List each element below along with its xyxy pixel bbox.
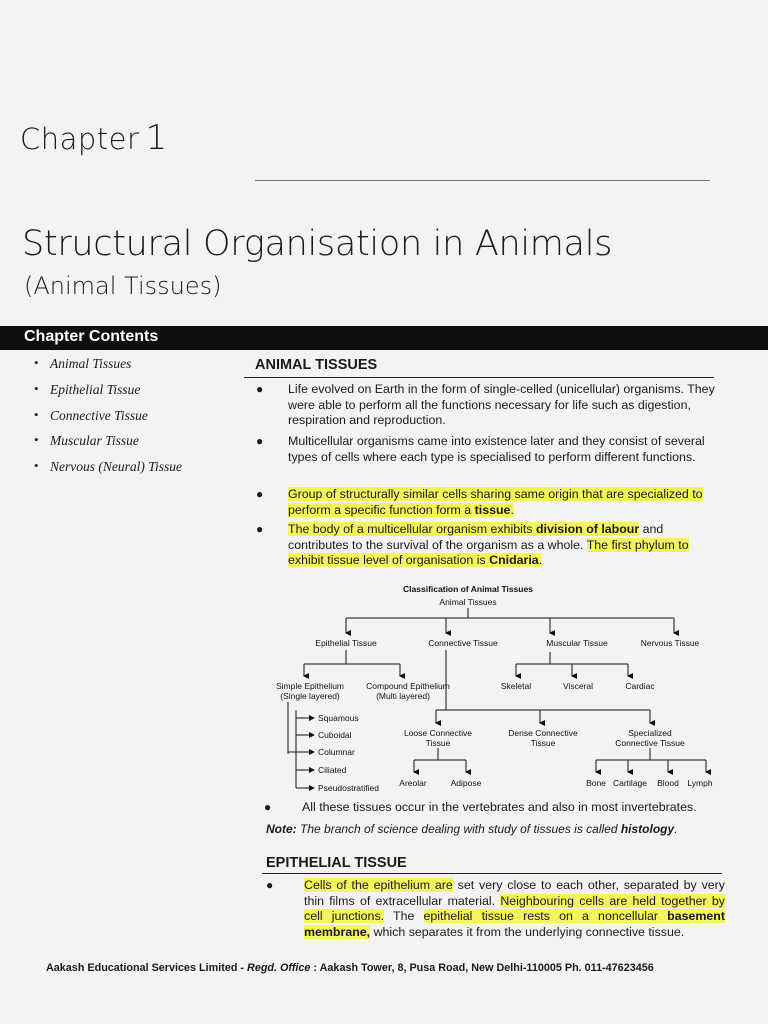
chapter-contents-bar [0,326,768,350]
bullet-text: All these tissues occur in the vertebrates and also in most invertebrates. [302,800,697,814]
node-loose-connective: Loose Connective [403,728,473,738]
node-compound-epithelium-note: (Multi layered) [376,691,430,701]
node-adipose: Adipose [450,778,482,788]
bullet-icon: ● [256,487,264,501]
bullet-text: Group of structurally similar cells sharing same origin that are specialized to perform a specific function form a [288,487,703,517]
highlighted-text: Cells of the epithelium are [304,878,453,892]
bullet-paragraph [256,382,720,429]
footer-regd-label: Regd. Office [247,962,311,974]
section-rule [262,873,722,874]
bullet-icon: ● [256,522,264,536]
bold-term: division of labour [535,522,640,536]
classification-diagram [258,580,720,798]
bullet-text: . [538,553,543,567]
node-nervous: Nervous Tissue [640,638,700,648]
chapter-label [20,118,168,158]
bullet-text: set very close to each other, separated by very thin films of extracellular material. [304,878,725,908]
node-bone: Bone [586,778,606,788]
node-specialized: Specialized [628,728,672,738]
node-skeletal: Skeletal [500,681,532,691]
bullet-icon: ● [256,382,264,396]
bullet-icon: ● [256,434,264,448]
diagram-root-label: Animal Tissues [439,597,497,607]
node-simple-epithelium: Simple Epithelium [275,681,345,691]
bullet-text: and contributes to the survival of the organism as a whole. [288,522,664,552]
diagram-title: Classification of Animal Tissues [403,584,533,594]
node-dense-connective-tissue: Tissue [530,738,556,748]
section-heading-animal-tissues: ANIMAL TISSUES [255,357,378,373]
node-squamous: Squamous [318,713,359,723]
bullet-text: . [510,502,514,517]
header-rule [255,180,710,181]
bold-term: Cnidaria [489,553,539,567]
bullet-text: Multicellular organisms came into existence later and they consist of several types of cells where each type is specialised to perform different functions. [288,434,705,464]
node-cuboidal: Cuboidal [318,730,352,740]
chapter-number: 1 [145,118,168,158]
highlighted-text [288,522,639,536]
section-rule [244,377,714,378]
chapter-contents-label: Chapter Contents [24,328,159,345]
contents-list [34,356,182,485]
node-compound-epithelium: Compound Epithelium [366,681,450,691]
node-connective: Connective Tissue [428,638,498,648]
bullet-text: The first phylum to exhibit tissue level of organisation is [288,537,689,567]
contents-item: • Animal Tissues [34,356,182,382]
node-simple-epithelium-note: (Single layered) [280,691,340,701]
bullet-text: Life evolved on Earth in the form of single-celled (unicellular) organisms. They were able to perform all the functions necessary for life such as digestion, respiration and reproduction. [288,382,715,427]
contents-item: • Nervous (Neural) Tissue [34,459,182,485]
bullet-text: which separates it from the underlying connective tissue. [370,924,685,939]
bullet-text: The [384,909,424,923]
chapter-word: Chapter [20,122,140,156]
footer-company: Aakash Educational Services Limited [46,962,238,974]
node-cartilage: Cartilage [612,778,648,788]
bullet-icon: ● [266,878,274,892]
page-subtitle: (Animal Tissues) [24,272,222,300]
bullet-paragraph [256,522,720,569]
bullet-paragraph [256,487,720,518]
footer-separator: - [237,962,248,974]
node-pseudostratified: Pseudostratified [318,783,379,793]
contents-item: • Connective Tissue [34,408,182,434]
contents-item: • Muscular Tissue [34,433,182,459]
bullet-paragraph [264,800,732,816]
node-ciliated: Ciliated [318,765,347,775]
highlighted-text: epithelial tissue rests on a noncellular [423,909,668,923]
node-muscular: Muscular Tissue [546,638,608,648]
node-lymph: Lymph [687,778,713,788]
node-visceral: Visceral [562,681,594,691]
note-term: histology [620,822,675,836]
bullet-text: The body of a multicellular organism exhibits [288,522,536,536]
node-cardiac: Cardiac [625,681,655,691]
footer [46,962,654,974]
bold-term: tissue [474,502,511,517]
highlighted-text: Neighbouring cells are held together by cell junctions. [304,893,725,923]
note-line [266,822,678,836]
node-columnar: Columnar [318,747,355,757]
node-dense-connective: Dense Connective [508,728,578,738]
bullet-icon: ● [264,800,272,814]
node-blood: Blood [657,778,679,788]
note-text: . [674,822,678,836]
node-loose-connective-tissue: Tissue [425,738,451,748]
footer-address: : Aakash Tower, 8, Pusa Road, New Delhi-110005 Ph. 011-47623456 [310,962,654,974]
bullet-paragraph [256,434,720,465]
note-text: The branch of science dealing with study of tissues is called [296,822,621,836]
note-label: Note: [266,822,297,836]
contents-item: • Epithelial Tissue [34,382,182,408]
node-epithelial: Epithelial Tissue [315,638,377,648]
page-title: Structural Organisation in Animals [22,224,613,264]
bullet-paragraph [266,878,725,940]
bold-term: basement membrane, [304,909,725,939]
node-areolar: Areolar [399,778,427,788]
node-specialized-connective: Connective Tissue [615,738,685,748]
section-heading-epithelial-tissue: EPITHELIAL TISSUE [266,855,407,871]
highlighted-text [288,487,703,517]
